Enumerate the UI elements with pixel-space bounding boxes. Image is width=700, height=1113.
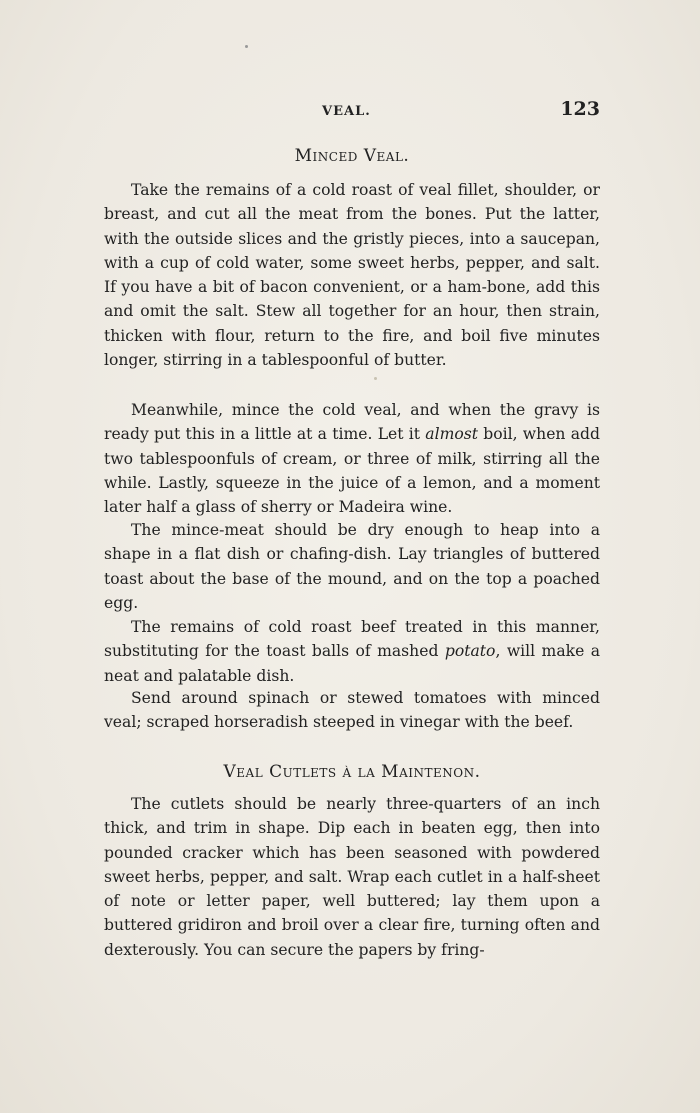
running-head: VEAL. [322, 104, 371, 119]
paper-speck [374, 377, 377, 380]
page-number: 123 [560, 98, 600, 120]
paragraph: Meanwhile, mince the cold veal, and when the gravy is ready put this in a little at a time. Let it almost boil, when add two tablespoonfuls of cream, or three of milk, stirring all the while. Lastly, squeeze in the juice of a lemon, and a moment later half a glass of sherry or Madeira wine. [104, 401, 600, 517]
paragraph: The remains of cold roast beef treated in this manner, substituting for the toast balls of mashed potato, will make a neat and palatable dish. [104, 618, 600, 685]
paragraph: Send around spinach or stewed tomatoes with minced veal; scraped horseradish steeped in vinegar with the beef. [104, 689, 600, 732]
section-title-minced-veal: Minced Veal. [294, 146, 410, 166]
page-header [104, 96, 600, 126]
emphasis: almost [425, 425, 479, 444]
paper-speck [245, 45, 248, 48]
paragraph: Take the remains of a cold roast of veal fillet, shoulder, or breast, and cut all the meat from the bones. Put the latter, with the outside slices and the gristly pieces, into a saucepan, with a cup of cold water, some sweet herbs, pepper, and salt. If you have a bit of bacon convenient, or a ham-bone, add this and omit the salt. Stew all together for an hour, then strain, thicken with flour, return to the fire, and boil five minutes longer, stirring in a tablespoonful of butter. [104, 181, 600, 370]
section-title-veal-cutlets: Veal Cutlets à la Maintenon. [223, 762, 481, 782]
paragraph: The mince-meat should be dry enough to heap into a shape in a flat dish or chafing-dish. Lay triangles of buttered toast about the base of the mound, and on the top a poached egg. [104, 521, 600, 612]
emphasis: potato [444, 642, 496, 661]
paragraph: The cutlets should be nearly three-quarters of an inch thick, and trim in shape. Dip each in beaten egg, then into pounded cracker which has been seasoned with powdered sweet herbs, pepper, and salt. Wrap each cutlet in a half-sheet of note or letter paper, well buttered; lay them upon a buttered gridiron and broil over a clear fire, turning often and dexterously. You can secure the papers by fring- [104, 795, 600, 959]
